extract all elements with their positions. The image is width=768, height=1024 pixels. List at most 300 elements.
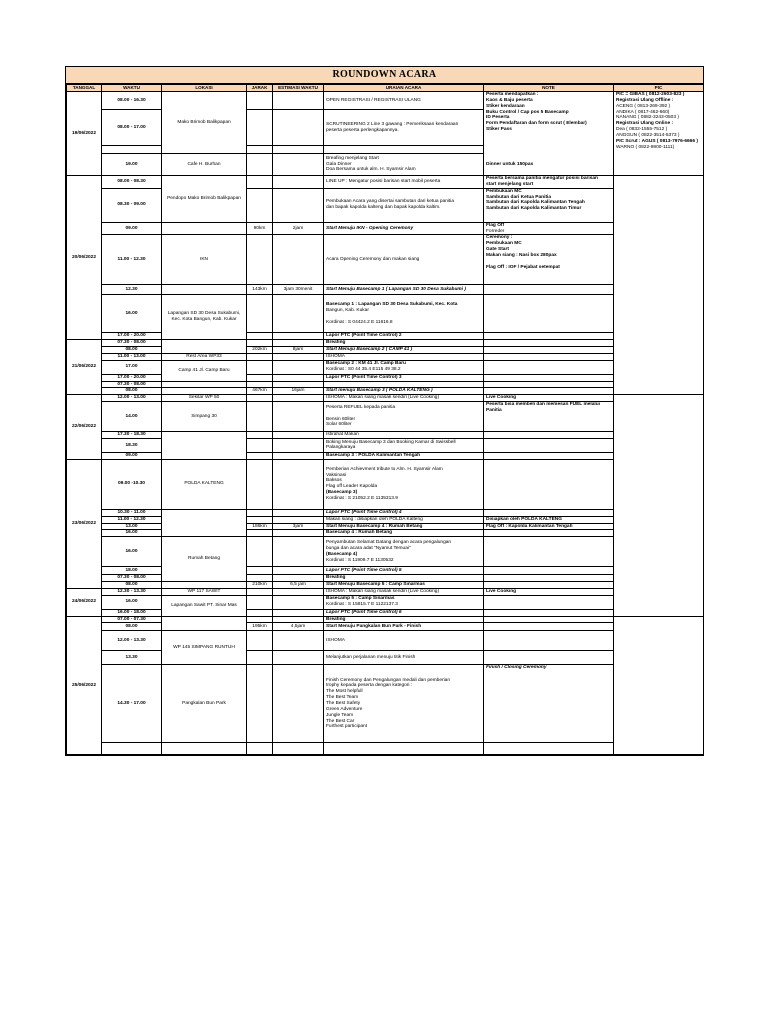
distance-cell: [247, 353, 273, 360]
duration-cell: [273, 154, 324, 176]
note-cell: [484, 616, 614, 623]
distance-cell: [247, 588, 273, 595]
cell-line: ANGGUN ( 0822-3514-5373 ): [616, 132, 680, 138]
cell-line: Bangun, Kab. Kukar: [326, 308, 369, 314]
cell-line: Kordinat : S 21052.2 E 1135313.9: [326, 496, 398, 501]
distance-cell: 210km: [247, 582, 273, 589]
table-row: [67, 285, 704, 295]
table-row: [67, 360, 704, 374]
time-cell: 08.00 - 08.30: [102, 176, 162, 189]
duration-cell: [273, 588, 324, 595]
distance-cell: [247, 188, 273, 222]
cell-line: Pembukaan Acara yang disertai sambutan dari ketua panitia: [326, 199, 454, 205]
table-row: [67, 432, 704, 439]
distance-cell: [247, 340, 273, 347]
cell-line: NANANG ( 0882-3243-0503 ): [616, 115, 679, 121]
location-cell: Rest Area WP33: [162, 353, 247, 360]
cell-line: SCRUTINEERING 2 Line 3 gawang : Pemeriksaan kendaraan: [326, 121, 459, 127]
cell-line: Solar 60liter: [326, 422, 352, 428]
distance-cell: [247, 631, 273, 651]
activity-cell: [324, 631, 484, 651]
distance-cell: [247, 333, 273, 340]
duration-cell: [273, 353, 324, 360]
cell-line: The Best Car: [326, 718, 355, 724]
note-cell: [484, 743, 614, 755]
duration-cell: [273, 516, 324, 523]
cell-line: Start Menuju Pangkalan Bun Park - Finish: [326, 623, 422, 629]
activity-cell: [324, 582, 484, 589]
distance-cell: [247, 516, 273, 523]
distance-cell: [247, 395, 273, 402]
distance-cell: 467km: [247, 388, 273, 395]
activity-cell: [324, 575, 484, 582]
activity-cell: [324, 623, 484, 631]
duration-cell: [273, 333, 324, 340]
cell-line: Baksos: [326, 478, 342, 484]
cell-line: Disiapkan oleh POLDA KALTENG: [486, 516, 562, 522]
date-cell: 24/06/2022: [67, 588, 102, 616]
time-cell: 14.30 - 17.00: [102, 665, 162, 743]
distance-cell: [247, 381, 273, 388]
cell-line: PIC = GIBAS ( 0812-2603-823 ): [616, 92, 685, 97]
cell-line: ACENG ( 0813-269-392 ): [616, 103, 671, 109]
distance-cell: [247, 459, 273, 509]
duration-cell: [273, 530, 324, 537]
time-cell: 09.00: [102, 222, 162, 235]
cell-line: OPEN REGISTRASI / REGISTRASI ULANG: [326, 97, 421, 103]
time-cell: 11.00 - 12.30: [102, 516, 162, 523]
cell-line: Acara Opening Ceremony dan makan siang: [326, 256, 420, 262]
table-row: [67, 537, 704, 567]
activity-cell: [324, 509, 484, 516]
cell-line: Pemberian Achievment tribute to Alm. H. Syamsir Alam: [326, 466, 443, 472]
note-cell: [484, 222, 614, 235]
activity-cell: [324, 588, 484, 595]
duration-cell: [273, 743, 324, 755]
location-cell: [162, 340, 247, 354]
duration-cell: 4,5jam: [273, 623, 324, 631]
note-cell: [484, 381, 614, 388]
activity-cell: [324, 459, 484, 509]
cell-line: ISHOMA: [326, 637, 345, 643]
sheet-title: ROUNDOWN ACARA: [66, 67, 703, 84]
table-row: [67, 235, 704, 285]
cell-line: (Basecamp 3): [326, 490, 358, 496]
cell-line: Form Pendaftaran dan form scrut ( Elembar): [486, 121, 587, 127]
cell-line: (Basecamp 4): [326, 551, 358, 557]
table-row: [67, 388, 704, 395]
distance-cell: 186km: [247, 523, 273, 530]
cell-line: Basecamp 3 : POLDA Kalimantan Tengah: [326, 452, 421, 458]
note-cell: [484, 537, 614, 567]
time-cell: 07.00 - 07.30: [102, 616, 162, 623]
note-cell: [484, 516, 614, 523]
cell-line: Sambutan dari Ketua Panitia: [486, 194, 552, 200]
time-cell: 18.00: [102, 567, 162, 575]
note-cell: [484, 388, 614, 395]
pic-cell: [614, 616, 704, 755]
location-cell: [162, 743, 247, 755]
note-cell: [484, 92, 614, 176]
activity-cell: [324, 235, 484, 285]
cell-line: start menjelang start: [486, 181, 534, 187]
note-cell: [484, 609, 614, 616]
activity-cell: [324, 374, 484, 381]
time-cell: 07.30 - 08.00: [102, 575, 162, 582]
activity-cell: [324, 567, 484, 575]
cell-line: Lapor PTC (Point Time Control) 2: [326, 333, 402, 339]
activity-cell: [324, 110, 484, 146]
activity-cell: [324, 609, 484, 616]
time-cell: 08.00: [102, 623, 162, 631]
cell-line: Istirahat Makan: [326, 432, 359, 438]
distance-cell: [247, 530, 273, 537]
duration-cell: [273, 432, 324, 439]
time-cell: 08.00 - 16.30: [102, 92, 162, 110]
duration-cell: [273, 176, 324, 189]
location-cell: Lapangan Sawit PT. Sinar Mas: [162, 595, 247, 616]
note-cell: [484, 623, 614, 631]
location-cell: [162, 432, 247, 460]
cell-line: Green Adventure: [326, 706, 363, 712]
table-row: [67, 402, 704, 432]
activity-cell: [324, 333, 484, 340]
activity-cell: [324, 537, 484, 567]
duration-cell: [273, 395, 324, 402]
duration-cell: [273, 567, 324, 575]
cell-line: Lapor PTC (Point Time Control) 6: [326, 609, 402, 615]
cell-line: Peserta mendapatkan :: [486, 92, 539, 97]
cell-line: Stiker kendaraan: [486, 103, 525, 109]
cell-line: Makan siang : disiapkan oleh POLDA Kalteng: [326, 516, 423, 522]
cell-line: [326, 382, 481, 388]
location-cell: Lapangan SD 30 Desa Sukabumi, Kec. Kota Bangun, Kab. Kukar: [162, 295, 247, 340]
distance-cell: [247, 452, 273, 459]
duration-cell: [273, 360, 324, 374]
cell-line: Ceremony :: [486, 235, 513, 241]
cell-line: Kordinat : S0 44 35.4 E115 49 38.2: [326, 367, 401, 373]
cell-line: Melanjutkan perjalanan menuju titik Finish: [326, 654, 416, 660]
note-cell: [484, 588, 614, 595]
distance-cell: 90km: [247, 222, 273, 235]
cell-line: Forreder: [486, 228, 505, 234]
duration-cell: [273, 452, 324, 459]
activity-cell: [324, 154, 484, 176]
activity-cell: [324, 665, 484, 743]
cell-line: Start menuju Basecamp 3 ( POLDA KALTENG ): [326, 388, 433, 394]
note-cell: [484, 360, 614, 374]
note-cell: [484, 395, 614, 402]
cell-line: Gate Start: [486, 247, 509, 253]
cell-line: Flag Off: [486, 222, 505, 228]
table-row: [67, 92, 704, 110]
cell-line: Boking Menuju Basecamp 3 dan Booking Kamar di Swissbell: [326, 439, 456, 445]
duration-cell: [273, 438, 324, 452]
time-cell: 12.00 - 13.00: [102, 395, 162, 402]
cell-line: [326, 746, 481, 752]
activity-cell: [324, 395, 484, 402]
table-row: [67, 588, 704, 595]
cell-line: Kordinat : S 04424.2 E 11616.8: [326, 319, 393, 325]
activity-cell: [324, 516, 484, 523]
cell-line: Live Cooking: [486, 395, 517, 401]
table-row: [67, 222, 704, 235]
time-cell: 18.30: [102, 438, 162, 452]
distance-cell: [247, 567, 273, 575]
cell-line: Start Menuju Basecamp 1 ( Lapangan SD 30 Desa Sukabumi ): [326, 286, 466, 292]
activity-cell: [324, 146, 484, 154]
duration-cell: [273, 374, 324, 381]
cell-line: Palangkaraya: [326, 445, 356, 451]
location-cell: [162, 388, 247, 395]
cell-line: Start Menuju Basecamp 2 ( CAMP 41 ): [326, 347, 413, 353]
time-cell: 17.00 - 20.00: [102, 374, 162, 381]
cell-line: Basecamp 1 : Lapangan SD 30 Desa Sukabumi, Kec. Kota: [326, 302, 458, 308]
cell-line: Peserta REFUEL kepada panitia: [326, 404, 396, 410]
distance-cell: [247, 743, 273, 755]
time-cell: 08.00 - 17.00: [102, 110, 162, 146]
table-row: [67, 176, 704, 189]
activity-cell: [324, 222, 484, 235]
table-row: [67, 395, 704, 402]
note-cell: [484, 575, 614, 582]
cell-line: Breafing: [326, 340, 346, 346]
time-cell: 13.00: [102, 523, 162, 530]
duration-cell: [273, 537, 324, 567]
location-cell: Cafe H. Burhan: [162, 154, 247, 176]
cell-line: Finish / Closing Ceremony: [486, 665, 547, 671]
duration-cell: [273, 665, 324, 743]
note-cell: [484, 353, 614, 360]
note-cell: [484, 438, 614, 452]
duration-cell: [273, 575, 324, 582]
date-cell: 22/06/2022: [67, 395, 102, 460]
cell-line: The Best Team: [326, 695, 359, 701]
cell-line: ISHOMA: [326, 353, 345, 359]
note-cell: [484, 582, 614, 589]
duration-cell: 3jam 30menit: [273, 285, 324, 295]
note-cell: [484, 188, 614, 222]
cell-line: peserta peserta perlengkapannya.: [326, 127, 399, 133]
cell-line: Registrasi Ulang Online :: [616, 121, 674, 127]
cell-line: The Most helpfull: [326, 689, 363, 695]
cell-line: Pembukaan MC: [486, 241, 522, 247]
cell-line: Peserta bersama panitia mengatur posisi barisan: [486, 176, 598, 181]
time-cell: 16.00: [102, 595, 162, 609]
location-cell: IKN: [162, 235, 247, 285]
activity-cell: [324, 438, 484, 452]
distance-cell: [247, 537, 273, 567]
distance-cell: [247, 146, 273, 154]
cell-line: [326, 147, 481, 153]
time-cell: 13.30: [102, 651, 162, 665]
col-header-lokasi: LOKASI: [162, 85, 247, 92]
activity-cell: [324, 381, 484, 388]
duration-cell: [273, 616, 324, 623]
note-cell: [484, 374, 614, 381]
cell-line: Peserta bisa membeli dan memesan FUEL melalui: [486, 402, 601, 408]
activity-cell: [324, 360, 484, 374]
activity-cell: [324, 176, 484, 189]
distance-cell: 143km: [247, 285, 273, 295]
duration-cell: [273, 92, 324, 110]
duration-cell: [273, 631, 324, 651]
time-cell: [102, 146, 162, 154]
cell-line: Panitia: [486, 407, 502, 413]
location-cell: Rumah Betang: [162, 537, 247, 582]
note-cell: [484, 347, 614, 354]
col-header-jarak: JARAK: [247, 85, 273, 92]
cell-line: ID Peserta: [486, 115, 510, 121]
note-cell: [484, 402, 614, 432]
cell-line: Gala Dinner: [326, 161, 352, 167]
table-row: [67, 381, 704, 388]
location-cell: WP 145 SIMPANG RUNTUH: [162, 631, 247, 665]
cell-line: Sambutan dari Kapolda Kalimantan Tengah: [486, 200, 585, 206]
note-cell: [484, 432, 614, 439]
rundown-table: [66, 84, 704, 755]
activity-cell: [324, 530, 484, 537]
table-row: [67, 353, 704, 360]
cell-line: Lapor PTC (Point Time Control) 5: [326, 567, 402, 573]
cell-line: Start Menuju Basecamp 4 : Rumah Betang: [326, 523, 423, 529]
duration-cell: [273, 609, 324, 616]
cell-line: Lapor PTC (Point Time Control) 3: [326, 374, 402, 380]
distance-cell: [247, 402, 273, 432]
distance-cell: [247, 110, 273, 146]
cell-line: Penyambutan Selamat Datang dengan acara pengalungan: [326, 540, 452, 545]
location-cell: [162, 509, 247, 536]
note-cell: [484, 631, 614, 651]
duration-cell: [273, 340, 324, 347]
time-cell: 19.00: [102, 154, 162, 176]
cell-line: WARNO ( 0822-9800-1111): [616, 144, 675, 150]
cell-line: Makan siang : Nasi box 280pax: [486, 252, 557, 258]
time-cell: 17.00: [102, 360, 162, 374]
duration-cell: 16jam: [273, 388, 324, 395]
time-cell: 11.00 - 13.00: [102, 353, 162, 360]
cell-line: Breafing: [326, 616, 346, 622]
cell-line: Start Menuju IKN - Opening Ceremony: [326, 225, 414, 231]
distance-cell: [247, 374, 273, 381]
cell-line: trophy kepada peserta dengan kategori :: [326, 683, 413, 689]
distance-cell: [247, 616, 273, 623]
cell-line: Flag off Leader Kapolda: [326, 484, 378, 490]
note-cell: [484, 295, 614, 333]
duration-cell: [273, 146, 324, 154]
col-header-estimasi: ESTIMASI WAKTU: [273, 85, 324, 92]
distance-cell: [247, 176, 273, 189]
location-cell: [162, 616, 247, 631]
duration-cell: 6,5 jam: [273, 582, 324, 589]
cell-line: Breafing: [326, 575, 346, 581]
cell-line: ISHOMA : Makan siang masak sendiri (Live Cooking): [326, 395, 440, 401]
distance-cell: [247, 92, 273, 110]
cell-line: Live Cooking: [486, 588, 517, 594]
pic-cell: [614, 92, 704, 176]
cell-line: Bensin 60liter: [326, 416, 356, 422]
table-row: [67, 743, 704, 755]
cell-line: Registrasi Ulang Offline :: [616, 97, 674, 103]
cell-line: Sambutan dari Kapolda Kalimantan Timur: [486, 206, 582, 212]
date-cell: 25/06/2022: [67, 616, 102, 755]
duration-cell: [273, 188, 324, 222]
time-cell: 16.00: [102, 537, 162, 567]
activity-cell: [324, 347, 484, 354]
distance-cell: [247, 235, 273, 285]
location-cell: Mako Brimob Balikpapan: [162, 92, 247, 154]
activity-cell: [324, 743, 484, 755]
cell-line: Basecamp 4 : Rumah Betang: [326, 530, 393, 536]
table-row: [67, 509, 704, 516]
location-cell: Simpang 30: [162, 402, 247, 432]
duration-cell: [273, 381, 324, 388]
cell-line: Buku Control / Cap pos 5 Basecamp: [486, 109, 569, 115]
time-cell: 12.30 - 13.30: [102, 588, 162, 595]
distance-cell: 202km: [247, 347, 273, 354]
time-cell: 16.00: [102, 295, 162, 333]
distance-cell: [247, 360, 273, 374]
table-row: [67, 595, 704, 609]
duration-cell: [273, 110, 324, 146]
activity-cell: [324, 523, 484, 530]
duration-cell: [273, 595, 324, 609]
note-cell: [484, 567, 614, 575]
distance-cell: [247, 651, 273, 665]
note-cell: [484, 176, 614, 189]
duration-cell: [273, 651, 324, 665]
pic-cell: [614, 176, 704, 395]
location-cell: Sekitar WP 50: [162, 395, 247, 402]
note-cell: [484, 651, 614, 665]
activity-cell: [324, 616, 484, 623]
cell-line: Dea ( 0832-1555-7512 ): [616, 127, 668, 133]
cell-line: Basecamp 5 : Camp Sinarmas: [326, 596, 395, 602]
cell-line: Dinner untuk 150pax: [486, 162, 534, 168]
time-cell: 07.30 - 08.00: [102, 340, 162, 347]
duration-cell: 3jam: [273, 523, 324, 530]
duration-cell: [273, 295, 324, 333]
time-cell: 17.00 - 20.00: [102, 333, 162, 340]
duration-cell: [273, 509, 324, 516]
distance-cell: [247, 154, 273, 176]
col-header-waktu: WAKTU: [102, 85, 162, 92]
cell-line: Jungle Team: [326, 712, 354, 718]
location-cell: POLDA KALTENG: [162, 459, 247, 509]
cell-line: Vaksinasi: [326, 472, 347, 478]
date-cell: 20/06/2022: [67, 176, 102, 340]
distance-cell: [247, 665, 273, 743]
note-cell: [484, 285, 614, 295]
time-cell: 12.30: [102, 285, 162, 295]
time-cell: 08.00: [102, 347, 162, 354]
location-cell: Pangkalan Bun Park: [162, 665, 247, 743]
table-row: [67, 295, 704, 333]
cell-line: Stiker Pass: [486, 127, 512, 133]
cell-line: Flag Off : Kapolda Kalimantan Tengah: [486, 523, 573, 529]
location-cell: Camp 41 Jl. Camp Baru: [162, 360, 247, 381]
activity-cell: [324, 651, 484, 665]
cell-line: Pembukaan MC: [486, 188, 522, 194]
table-row: [67, 616, 704, 623]
table-row: [67, 582, 704, 589]
rundown-body: [67, 92, 704, 755]
cell-line: Furthest participant: [326, 724, 368, 730]
distance-cell: [247, 295, 273, 333]
activity-cell: [324, 353, 484, 360]
distance-cell: [247, 575, 273, 582]
distance-cell: [247, 609, 273, 616]
